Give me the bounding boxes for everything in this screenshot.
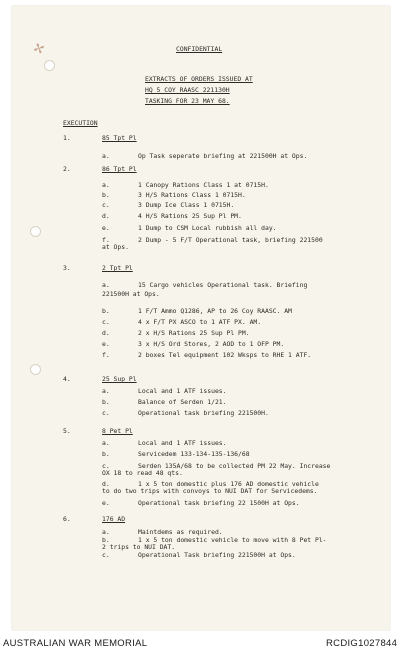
- item-text: 1 Dump to CSM Local rubbish all day.: [138, 224, 277, 232]
- item-text: 3 H/S Rations Class 1 0715H.: [138, 191, 246, 199]
- item-letter: f.: [102, 351, 110, 359]
- section-title: 8 Pet Pl: [102, 427, 133, 435]
- section-number: 3.: [63, 264, 71, 272]
- item-letter: c.: [102, 201, 110, 209]
- item-text: 4 x F/T PX ASCO to 1 ATF PX. AM.: [138, 318, 262, 326]
- item-text: 1 x 5 ton domestic plus 176 AD domestic vehicle: [138, 480, 319, 488]
- item-continuation: 221500H at Ops.: [102, 290, 160, 298]
- item-letter: e.: [102, 224, 110, 232]
- item-text: Operational task briefing 221500H.: [138, 409, 269, 417]
- section-number: 1.: [63, 134, 71, 142]
- item-continuation: OX 18 to read 48 qts.: [102, 469, 183, 477]
- item-text: Local and 1 ATF issues.: [138, 439, 227, 447]
- item-text: 2 boxes Tel equipment 102 Wksps to RHE 1 ATF.: [138, 351, 312, 359]
- item-text: 2 x H/S Rations 25 Sup Pl PM.: [138, 329, 250, 337]
- section-number: 2.: [63, 165, 71, 173]
- header-line: EXTRACTS OF ORDERS ISSUED AT: [145, 75, 253, 83]
- item-text: 3 Dump Ice Class 1 0715H.: [138, 201, 235, 209]
- item-text: Operational Task briefing 221500H at Ops.: [138, 551, 296, 559]
- item-text: 3 x H/S Ord Stores, 2 AOD to 1 OFP PM.: [138, 340, 285, 348]
- classification-label: CONFIDENTIAL: [176, 45, 223, 53]
- item-letter: c.: [102, 318, 110, 326]
- item-letter: d.: [102, 329, 110, 337]
- section-title: 176 AD: [102, 515, 126, 523]
- item-text: 15 Cargo vehicles Operational task. Briefing: [138, 281, 308, 289]
- item-continuation: at Ops.: [102, 243, 129, 251]
- item-letter: c.: [102, 551, 110, 559]
- header-line: HQ 5 COY RAASC 221130H: [145, 86, 230, 94]
- item-text: 4 H/S Rations 25 Sup Pl PM.: [138, 212, 242, 220]
- item-letter: c.: [102, 462, 110, 470]
- item-letter: a.: [102, 181, 110, 189]
- item-letter: b.: [102, 450, 110, 458]
- item-letter: e.: [102, 499, 110, 507]
- item-letter: b.: [102, 536, 110, 544]
- section-number: 6.: [63, 515, 71, 523]
- header-line: TASKING FOR 23 MAY 68.: [145, 97, 230, 105]
- item-text: 2 Dump - 5 F/T Operational task, briefing 221500: [138, 236, 323, 244]
- staple-mark-icon: ✢: [30, 36, 48, 60]
- item-letter: a.: [102, 439, 110, 447]
- footer-reference-id: RCDIG1027844: [326, 638, 398, 649]
- execution-heading: EXECUTION: [63, 119, 98, 127]
- item-text: Balance of Serden 1/21.: [138, 398, 227, 406]
- item-letter: e.: [102, 340, 110, 348]
- item-text: 1 Canopy Rations Class 1 at 0715H.: [138, 181, 269, 189]
- section-number: 4.: [63, 375, 71, 383]
- item-text: 1 F/T Ammo Q1286, AP to 26 Coy RAASC. AM: [138, 307, 292, 315]
- item-text: Op Task seperate briefing at 221500H at Ops.: [138, 152, 308, 160]
- item-letter: d.: [102, 212, 110, 220]
- punch-hole: [30, 226, 41, 237]
- item-text: Serden 135A/68 to be collected PM 22 May. Increase: [138, 462, 331, 470]
- item-letter: f.: [102, 236, 110, 244]
- punch-hole: [44, 60, 55, 71]
- item-text: Local and 1 ATF issues.: [138, 387, 227, 395]
- item-text: Operational task briefing 22 1500H at Ops.: [138, 499, 300, 507]
- section-title: 2 Tpt Pl: [102, 264, 133, 272]
- item-letter: b.: [102, 191, 110, 199]
- item-letter: a.: [102, 152, 110, 160]
- item-letter: b.: [102, 398, 110, 406]
- section-number: 5.: [63, 427, 71, 435]
- item-letter: d.: [102, 480, 110, 488]
- item-text: 1 x 5 ton domestic vehicle to move with 8 Pet Pl-: [138, 536, 327, 544]
- section-title: 85 Tpt Pl: [102, 134, 137, 142]
- footer-institution: AUSTRALIAN WAR MEMORIAL: [3, 638, 148, 649]
- item-letter: a.: [102, 281, 110, 289]
- item-text: Servicedem 133-134-135-136/68: [138, 450, 250, 458]
- item-letter: b.: [102, 307, 110, 315]
- item-letter: c.: [102, 409, 110, 417]
- item-letter: a.: [102, 528, 110, 536]
- item-continuation: 2 trips to NUI DAT.: [102, 543, 176, 551]
- section-title: 86 Tpt Pl: [102, 165, 137, 173]
- punch-hole: [30, 364, 41, 375]
- item-continuation: to do two trips with convoys to NUI DAT for Servicedems.: [102, 487, 318, 495]
- item-letter: a.: [102, 387, 110, 395]
- section-title: 25 Sup Pl: [102, 375, 137, 383]
- item-text: Maintdems as required.: [138, 528, 223, 536]
